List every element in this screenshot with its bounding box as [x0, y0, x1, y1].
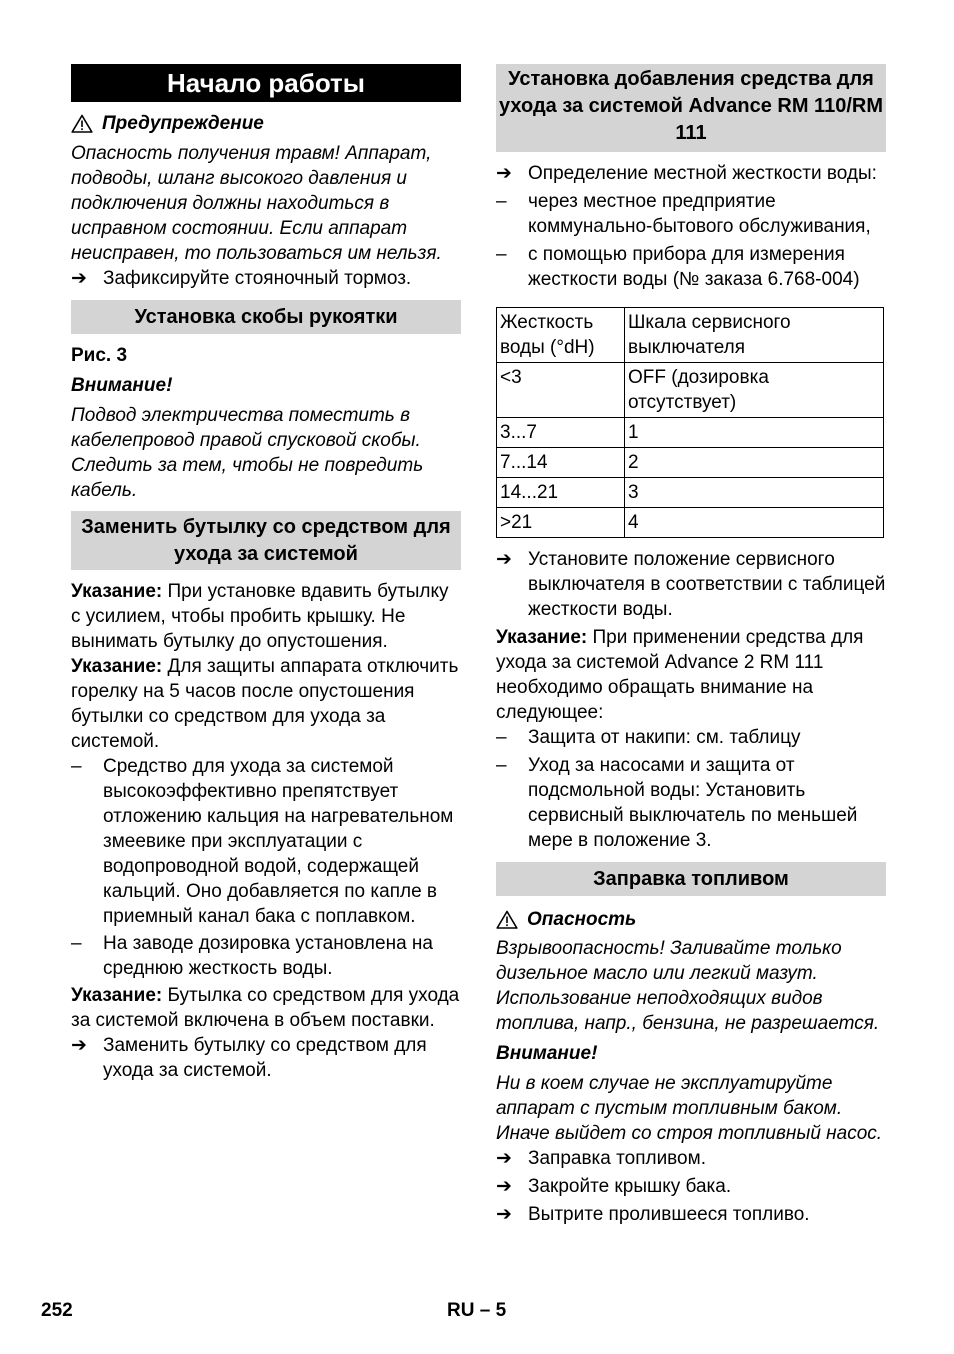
table-header-cell: Жесткость воды (°dH) [497, 308, 625, 363]
arrow-right-icon: ➔ [496, 1204, 512, 1225]
list-item-text: через местное предприятие коммунально-бытового обслуживания, [528, 191, 871, 237]
section-heading: Заменить бутылку со средством для ухода за системой [71, 511, 461, 570]
list-item-text: Защита от накипи: см. таблицу [528, 727, 801, 748]
table-cell: 3 [625, 478, 884, 508]
list-item [496, 242, 886, 292]
step-item [71, 1033, 461, 1083]
dash-bullet: – [496, 191, 507, 212]
section-heading: Установка скобы рукоятки [71, 300, 461, 334]
table-cell: <3 [497, 363, 625, 418]
table-cell: >21 [497, 508, 625, 538]
table-cell: 14...21 [497, 478, 625, 508]
step-item [496, 1146, 886, 1171]
step-item [496, 161, 886, 186]
dash-bullet: – [71, 933, 82, 954]
step-text: Зафиксируйте стояночный тормоз. [103, 268, 412, 289]
arrow-right-icon: ➔ [496, 163, 512, 184]
step-text: Вытрите пролившееся топливо. [528, 1204, 810, 1225]
list-item-text: На заводе дозировка установлена на среднюю жесткость воды. [103, 933, 433, 979]
step-text: Установите положение сервисного выключателя в соответствии с таблицей жесткости воды. [528, 549, 886, 620]
list-item-text: Уход за насосами и защита от подсмольной воды: Установить сервисный выключатель по меньшей мере в положение 3. [528, 755, 858, 851]
attention-label: Внимание! [71, 375, 173, 396]
step-text: Закройте крышку бака. [528, 1176, 732, 1197]
table-cell: 4 [625, 508, 884, 538]
table-row [497, 418, 884, 448]
danger-text: Взрывоопасность! Заливайте только дизельное масло или легкий мазут. Использование неподходящих видов топлива, напр., бензина, не разрешается. [496, 938, 880, 1034]
table-cell: 1 [625, 418, 884, 448]
warning-triangle-icon [71, 114, 93, 133]
note-label: Указание: [496, 627, 588, 648]
step-item [496, 1202, 886, 1227]
language-page-marker: RU – 5 [447, 1300, 507, 1321]
list-item-text: с помощью прибора для измерения жесткости воды (№ заказа 6.768-004) [528, 244, 860, 290]
step-text: Определение местной жесткости воды: [528, 163, 877, 184]
list-item [71, 754, 461, 929]
step-item [496, 547, 886, 622]
warning-text: Опасность получения травм! Аппарат, подводы, шланг высокого давления и подключения должны находиться в исправном состоянии. Если аппарат неисправен, то пользоваться им нельзя. [71, 143, 442, 264]
right-column [496, 64, 886, 1227]
table-header-cell: Шкала сервисного выключателя [625, 308, 884, 363]
hardness-table [496, 307, 884, 538]
attention-text: Ни в коем случае не эксплуатируйте аппарат с пустым топливным баком. Иначе выйдет со строя топливный насос. [496, 1073, 883, 1144]
arrow-right-icon: ➔ [496, 1148, 512, 1169]
step-item [71, 266, 461, 291]
table-row [497, 508, 884, 538]
attention-label: Внимание! [496, 1043, 598, 1064]
warning-heading [71, 111, 461, 136]
danger-label: Опасность [527, 909, 637, 930]
left-column [71, 64, 461, 1083]
table-row [497, 363, 884, 418]
note-label: Указание: [71, 581, 163, 602]
note-text: При установке вдавить бутылку с усилием, чтобы пробить крышку. Не вынимать бутылку до опустошения. [71, 581, 449, 652]
note-paragraph [496, 625, 886, 725]
note-text: Бутылка со средством для ухода за системой включена в объем поставки. [71, 985, 460, 1031]
table-cell: OFF (дозировка отсутствует) [625, 363, 884, 418]
page-number: 252 [41, 1300, 73, 1321]
list-item-text: Средство для ухода за системой высокоэффективно препятствует отложению кальция на нагревательном змеевике при эксплуатации с водопроводной водой, содержащей кальций. Оно добавляется по капле в приемный канал бака с поплавком. [103, 756, 454, 927]
dash-bullet: – [71, 756, 82, 777]
note-label: Указание: [71, 656, 163, 677]
table-cell: 3...7 [497, 418, 625, 448]
danger-heading [496, 907, 886, 932]
note-text: Для защиты аппарата отключить горелку на 5 часов после опустошения бутылки со средством для ухода за системой. [71, 656, 459, 752]
note-paragraph [71, 654, 461, 754]
dash-bullet: – [496, 755, 507, 776]
section-heading: Установка добавления средства для ухода за системой Advance RM 110/RM 111 [496, 64, 886, 152]
step-text: Заправка топливом. [528, 1148, 706, 1169]
dash-bullet: – [496, 244, 507, 265]
table-row [497, 478, 884, 508]
page-title: Начало работы [71, 64, 461, 102]
list-item [71, 931, 461, 981]
warning-triangle-icon [496, 910, 518, 929]
arrow-right-icon: ➔ [71, 268, 87, 289]
step-item [496, 1174, 886, 1199]
arrow-right-icon: ➔ [496, 549, 512, 570]
list-item [496, 753, 886, 853]
note-label: Указание: [71, 985, 163, 1006]
warning-label: Предупреждение [102, 113, 264, 134]
attention-text: Подвод электричества поместить в кабелепровод правой спусковой скобы. Следить за тем, чтобы не повредить кабель. [71, 405, 424, 501]
dash-bullet: – [496, 727, 507, 748]
note-paragraph [71, 983, 461, 1033]
note-paragraph [71, 579, 461, 654]
step-text: Заменить бутылку со средством для ухода за системой. [103, 1035, 427, 1081]
list-item [496, 725, 886, 750]
figure-ref: Рис. 3 [71, 345, 128, 366]
table-header-row [497, 308, 884, 363]
list-item [496, 189, 886, 239]
arrow-right-icon: ➔ [496, 1176, 512, 1197]
arrow-right-icon: ➔ [71, 1035, 87, 1056]
table-cell: 2 [625, 448, 884, 478]
table-row [497, 448, 884, 478]
table-cell: 7...14 [497, 448, 625, 478]
note-text: При применении средства для ухода за системой Advance 2 RM 111 необходимо обращать внимание на следующее: [496, 627, 864, 723]
section-heading: Заправка топливом [496, 862, 886, 896]
